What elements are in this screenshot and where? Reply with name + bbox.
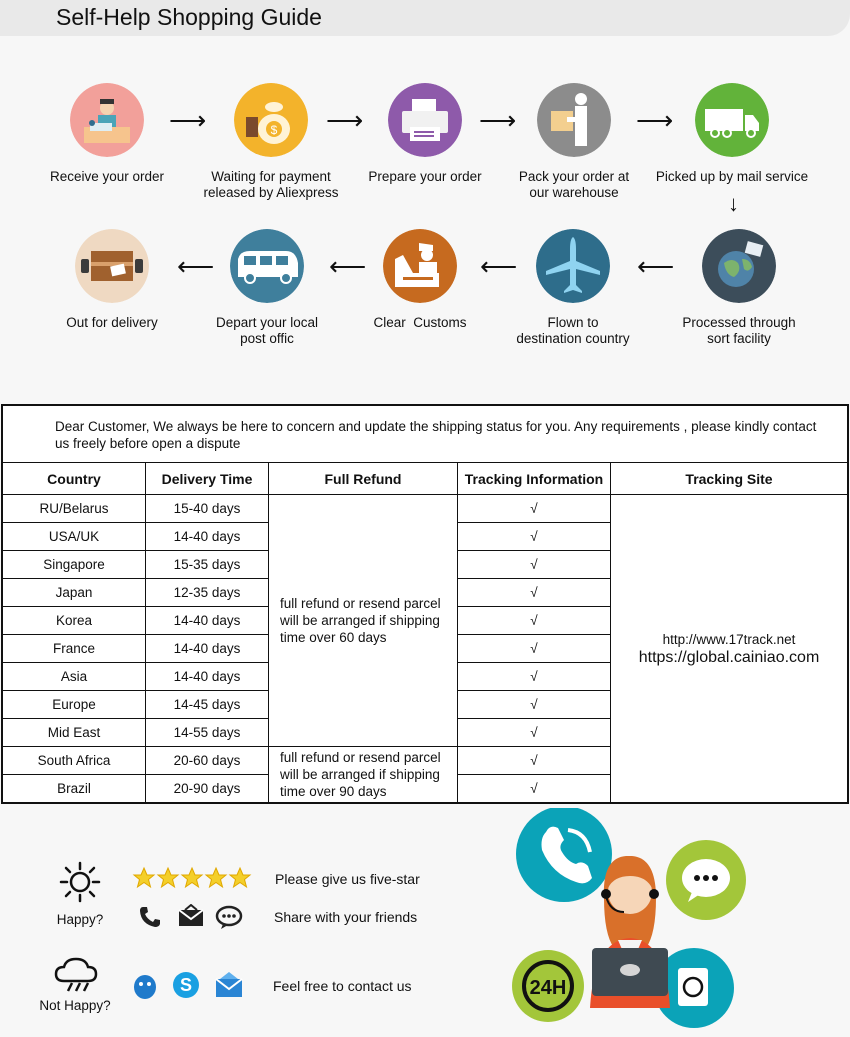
storm-cloud-icon [52, 955, 100, 1000]
refund-line: full refund or resend parcel [280, 750, 441, 765]
delivery-time-cell: 15-35 days [146, 551, 269, 579]
country-cell: Mid East [2, 719, 146, 747]
delivery-time-cell: 12-35 days [146, 579, 269, 607]
column-header-tracking-information: Tracking Information [458, 463, 611, 495]
contact-text: Feel free to contact us [273, 978, 412, 994]
step-label-line1: Waiting for payment [211, 169, 331, 184]
customer-note: Dear Customer, We always be here to concern and update the shipping status for you. Any requirements , please kindly contact us freely before open a dispute [2, 405, 848, 463]
tracking-check-cell: √ [458, 495, 611, 523]
country-cell: Japan [2, 579, 146, 607]
table-note-row [2, 405, 848, 463]
step-label-line2: sort facility [707, 331, 771, 346]
table-row [2, 495, 848, 523]
column-header-tracking-site: Tracking Site [611, 463, 849, 495]
column-header-full-refund: Full Refund [269, 463, 458, 495]
tracking-check-cell: √ [458, 691, 611, 719]
step-sort-facility [654, 229, 824, 347]
refund-line: full refund or resend parcel [280, 596, 441, 611]
country-cell: Korea [2, 607, 146, 635]
flow-arrow-right: ⟶ [636, 105, 674, 135]
flow-arrow-left: ⟵ [637, 251, 675, 281]
step-label-line2: released by Aliexpress [203, 185, 339, 200]
tracking-check-cell: √ [458, 663, 611, 691]
happy-label: Happy? [56, 912, 104, 927]
globe-icon [702, 229, 776, 303]
support-agent-illustration [506, 808, 756, 1037]
refund-line: will be arranged if shipping [280, 613, 440, 628]
flow-arrow-left: ⟵ [329, 251, 367, 281]
delivery-time-cell: 14-55 days [146, 719, 269, 747]
step-label-line1: Flown to [547, 315, 599, 330]
refund-policy-cell [269, 495, 458, 747]
flow-arrow-right: ⟶ [479, 105, 517, 135]
flow-arrow-right: ⟶ [326, 105, 364, 135]
qq-icon[interactable] [132, 972, 158, 1005]
phone-icon[interactable] [137, 904, 163, 935]
country-cell: South Africa [2, 747, 146, 775]
truck-icon [695, 83, 769, 157]
tracking-check-cell: √ [458, 551, 611, 579]
svg-text:S: S [179, 975, 193, 995]
step-label: Prepare your order [368, 169, 482, 184]
country-cell: Asia [2, 663, 146, 691]
flow-arrow-left: ⟵ [177, 251, 215, 281]
flow-arrow-down: ↓ [728, 191, 739, 216]
share-text: Share with your friends [274, 909, 418, 925]
country-cell: USA/UK [2, 523, 146, 551]
country-cell: Brazil [2, 775, 146, 804]
star-icon [182, 868, 202, 887]
country-cell: Europe [2, 691, 146, 719]
skype-icon[interactable] [172, 971, 200, 1004]
star-icon [158, 868, 178, 887]
support-24h-badge: 24H [529, 977, 567, 999]
step-picked-up [647, 83, 817, 185]
delivery-time-cell: 14-45 days [146, 691, 269, 719]
delivery-time-cell: 14-40 days [146, 523, 269, 551]
flow-arrow-right: ⟶ [169, 105, 207, 135]
printer-icon [388, 83, 462, 157]
five-star-rating[interactable] [132, 866, 256, 895]
step-label-line2: our warehouse [529, 185, 619, 200]
delivery-time-cell: 20-90 days [146, 775, 269, 804]
money-bag-icon [234, 83, 308, 157]
svg-text:$: $ [270, 123, 278, 137]
table-header-row [2, 463, 848, 495]
delivery-time-cell: 14-40 days [146, 635, 269, 663]
delivery-time-cell: 14-40 days [146, 663, 269, 691]
tracking-check-cell: √ [458, 523, 611, 551]
star-icon [206, 868, 226, 887]
email-icon[interactable] [214, 971, 244, 1004]
tracking-check-cell: √ [458, 635, 611, 663]
step-out-for-delivery [27, 229, 197, 331]
tracking-check-cell: √ [458, 719, 611, 747]
step-pack-order [489, 83, 659, 201]
step-receive-order [22, 83, 192, 185]
refund-policy-cell [269, 747, 458, 804]
tracking-site-link-cainiao[interactable]: https://global.cainiao.com [638, 648, 820, 666]
receptionist-icon [70, 83, 144, 157]
column-header-delivery-time: Delivery Time [146, 463, 269, 495]
chat-icon[interactable] [215, 904, 243, 935]
step-label: Clear Customs [373, 315, 467, 330]
step-label-line1: Depart your local [215, 315, 319, 330]
delivery-time-cell: 14-40 days [146, 607, 269, 635]
step-label-line1: Processed through [682, 315, 796, 330]
delivery-time-cell: 20-60 days [146, 747, 269, 775]
country-cell: France [2, 635, 146, 663]
step-label: Receive your order [49, 169, 165, 184]
star-icon [134, 868, 154, 887]
tracking-check-cell: √ [458, 607, 611, 635]
mail-icon[interactable] [177, 904, 205, 935]
column-header-country: Country [2, 463, 146, 495]
package-icon [75, 229, 149, 303]
refund-line: time over 60 days [280, 630, 387, 645]
flow-arrow-left: ⟵ [480, 251, 518, 281]
star-icon [230, 868, 250, 887]
country-cell: RU/Belarus [2, 495, 146, 523]
tracking-site-cell [611, 495, 849, 804]
step-label: Picked up by mail service [655, 169, 809, 184]
step-label-line2: destination country [516, 331, 630, 346]
not-happy-label: Not Happy? [39, 998, 111, 1013]
airplane-icon [536, 229, 610, 303]
page-title: Self-Help Shopping Guide [56, 4, 322, 30]
tracking-check-cell: √ [458, 747, 611, 775]
sun-icon [58, 860, 102, 909]
refund-line: will be arranged if shipping [280, 767, 440, 782]
refund-line: time over 90 days [280, 784, 387, 799]
step-label-line2: post offic [240, 331, 294, 346]
packer-icon [537, 83, 611, 157]
tracking-check-cell: √ [458, 775, 611, 804]
step-flown-destination [488, 229, 658, 347]
van-icon [230, 229, 304, 303]
delivery-time-cell: 15-40 days [146, 495, 269, 523]
step-label: Out for delivery [66, 315, 158, 330]
step-waiting-payment [186, 83, 356, 201]
country-cell: Singapore [2, 551, 146, 579]
customs-officer-icon [383, 229, 457, 303]
step-label-line1: Pack your order at [518, 169, 630, 184]
tracking-check-cell: √ [458, 579, 611, 607]
five-star-text: Please give us five-star [275, 871, 420, 887]
step-depart-post-office [182, 229, 352, 347]
tracking-site-link-17track[interactable]: http://www.17track.net [662, 631, 796, 647]
shipping-table [1, 404, 849, 804]
